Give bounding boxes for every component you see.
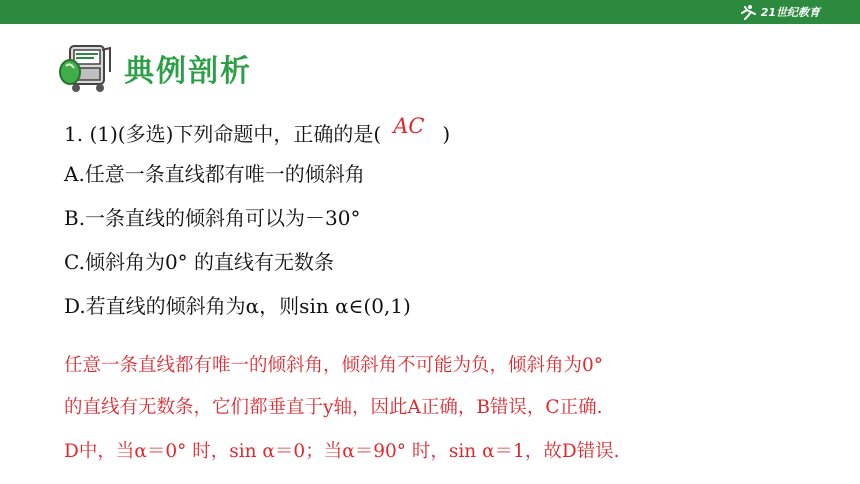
section-title: 典例剖析 [124,54,252,89]
question-suffix: ) [442,122,451,146]
brand-logo [739,4,820,20]
explanation-line: 任意一条直线都有唯一的倾斜角，倾斜角不可能为负，倾斜角为0° [64,355,604,376]
question-prefix: 1. (1)(多选)下列命题中，正确的是( [64,122,382,146]
top-banner [0,0,860,24]
runner-icon [739,4,757,20]
option-c: C.倾斜角为0° 的直线有无数条 [64,250,335,274]
machine-icon [56,42,114,94]
explanation-line: D中，当α＝0° 时，sin α＝0；当α＝90° 时，sin α＝1，故D错误. [64,441,620,462]
option-a: A.任意一条直线都有唯一的倾斜角 [64,162,365,186]
option-d: D.若直线的倾斜角为α，则sin α∈(0,1) [64,294,411,318]
question-stem [64,114,451,147]
answer-text: AC [393,114,425,138]
explanation-line: 的直线有无数条，它们都垂直于y轴，因此A正确，B错误，C正确. [64,397,603,418]
brand-name: 21世纪教育 [760,6,820,19]
option-b: B.一条直线的倾斜角可以为－30° [64,206,361,230]
